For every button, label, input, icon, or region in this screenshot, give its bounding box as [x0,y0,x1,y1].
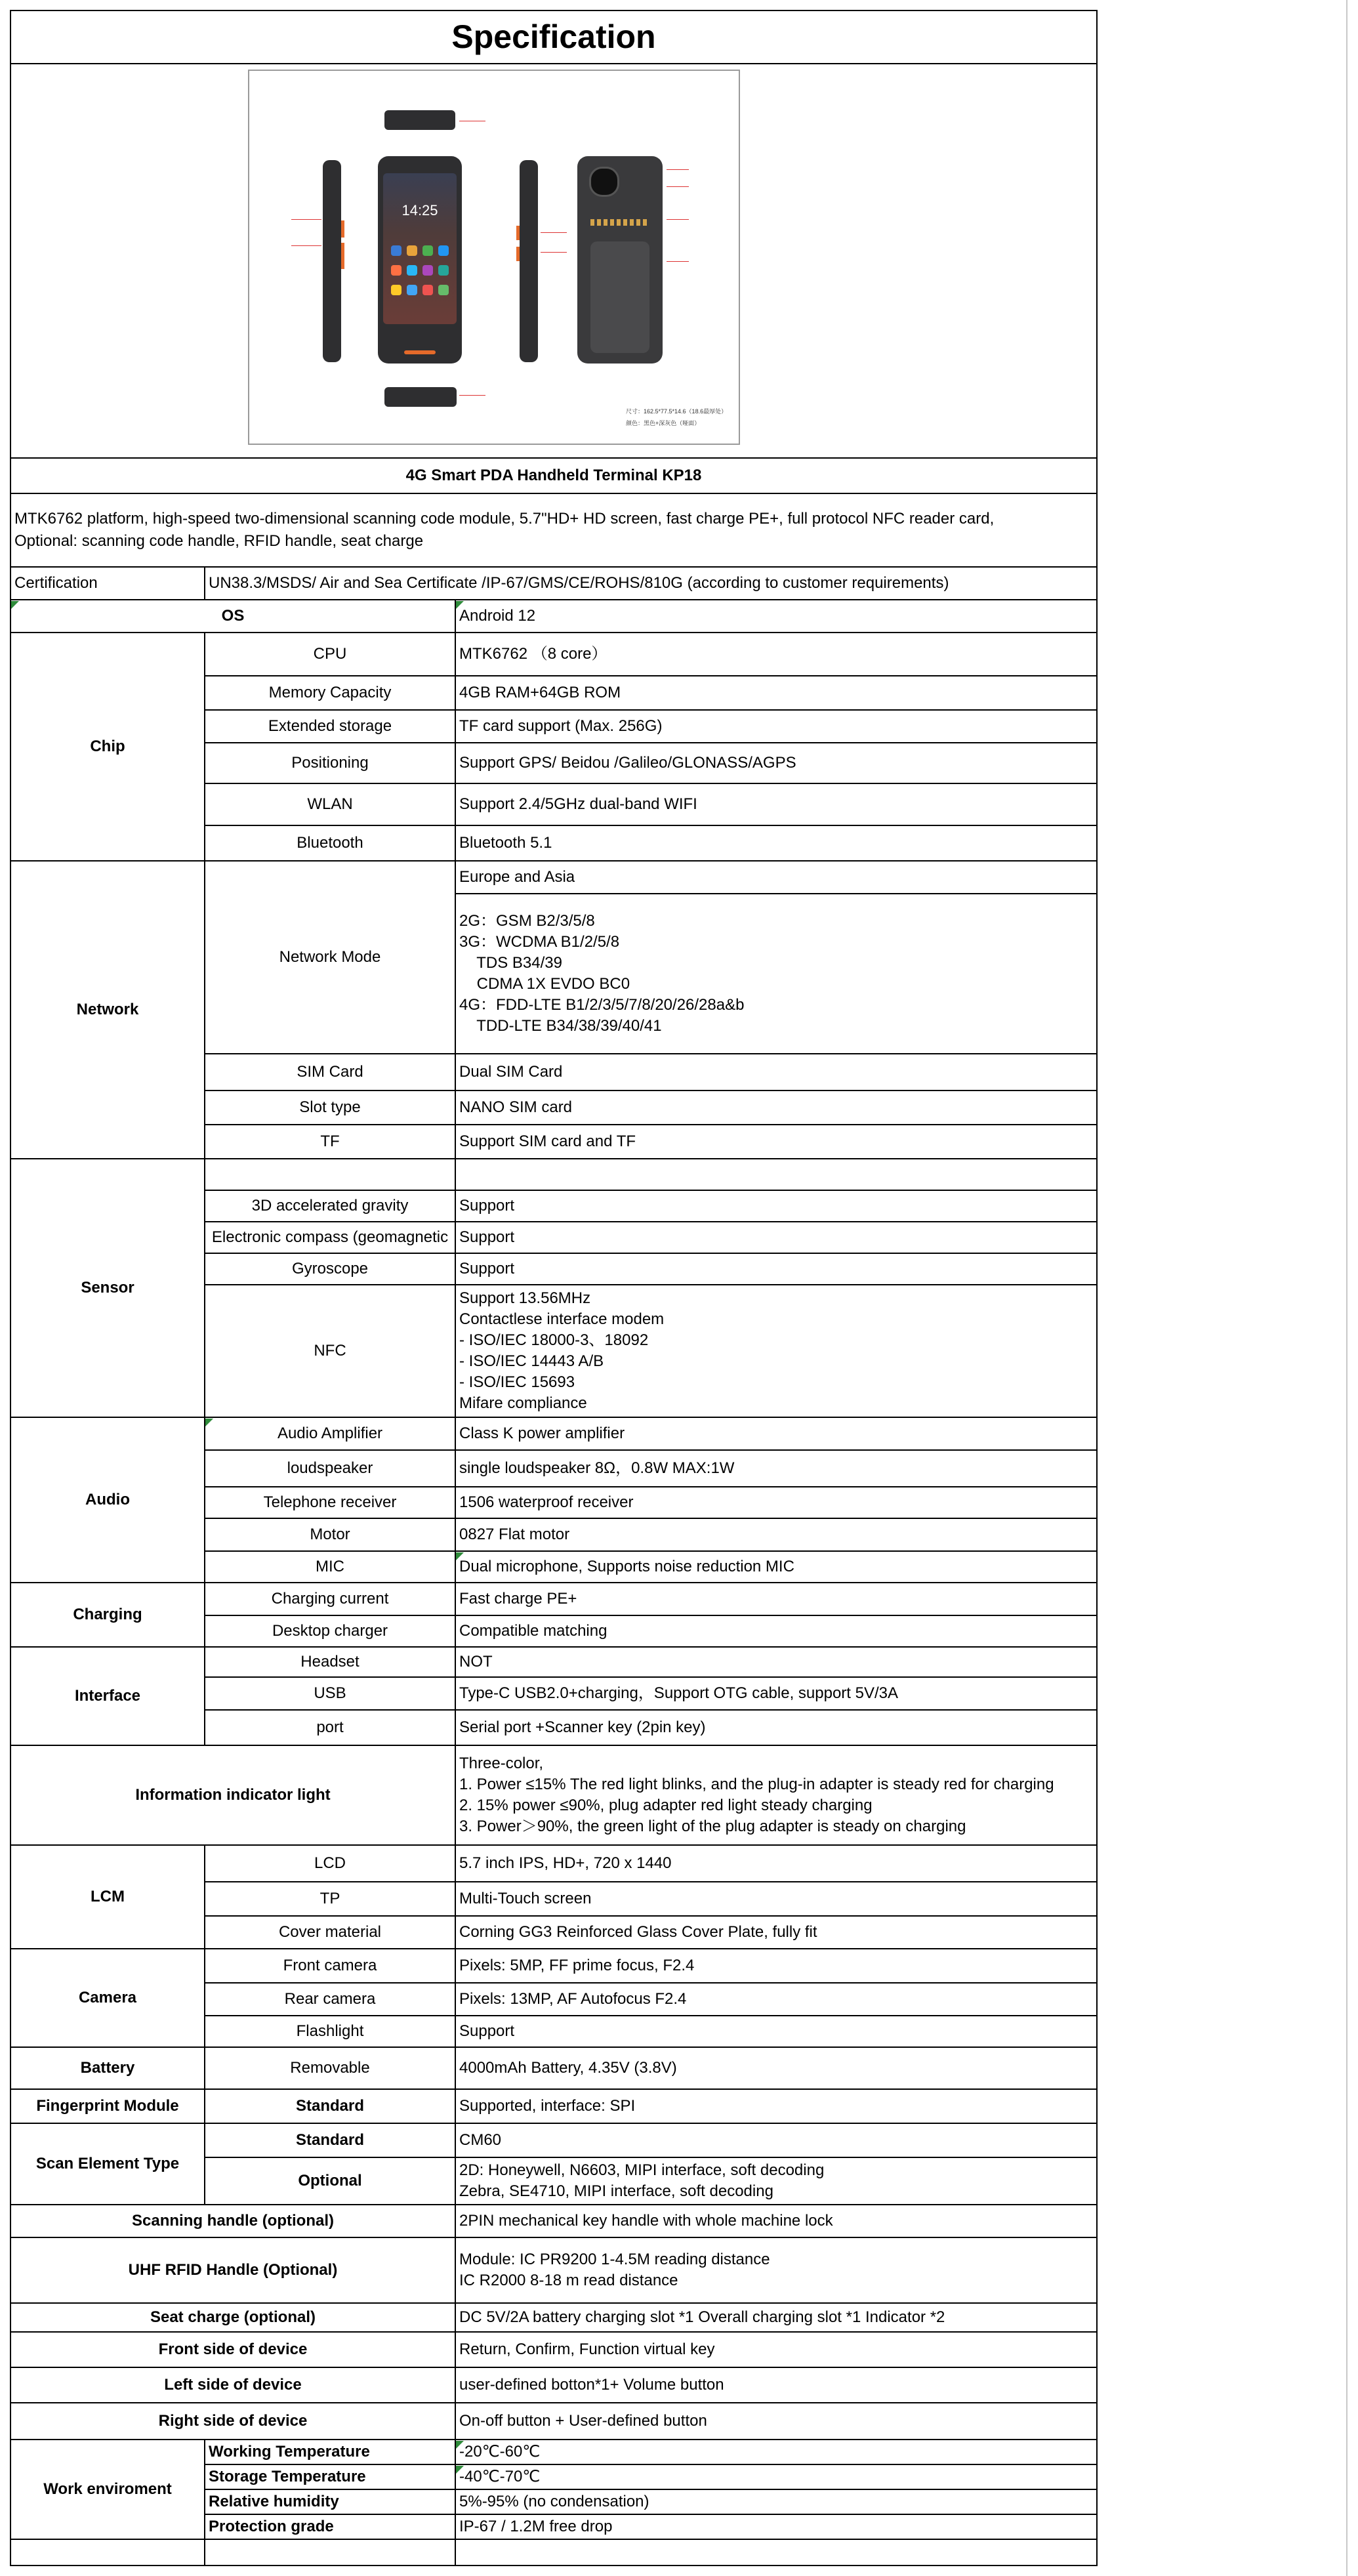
spec-value: Class K power amplifier [459,1424,625,1442]
spec-value: Pixels: 5MP, FF prime focus, F2.4 [459,1957,695,1974]
table-border [204,1518,1098,1519]
app-icon [407,245,417,256]
table-border [10,566,1098,568]
product-name: 4G Smart PDA Handheld Terminal KP18 [405,467,702,484]
cell-marker-icon [456,2466,464,2474]
device-top-view [384,110,455,130]
app-icon [438,265,449,276]
callout-line [459,395,485,396]
app-icon [438,285,449,295]
spec-value: 2D: Honeywell, N6603, MIPI interface, soft decoding Zebra, SE4710, MIPI interface, soft decoding [459,2161,825,2200]
left-side-label: Left side of device [164,2376,302,2394]
app-icon [438,245,449,256]
nfc-label: NFC [314,1342,346,1360]
network-region-value: Europe and Asia [459,868,575,886]
spec-label: CPU [313,645,347,663]
table-border [10,2565,1098,2566]
spec-value: Dual SIM Card [459,1063,563,1081]
cell-marker-icon [456,1552,464,1560]
work-group-label: Work enviroment [43,2480,172,2498]
spec-value: 4GB RAM+64GB ROM [459,684,621,701]
table-border [204,1253,1098,1254]
spec-value: -40℃-70℃ [459,2468,541,2485]
spec-label: Optional [298,2172,362,2190]
spec-label: Storage Temperature [209,2468,366,2485]
table-border [204,1676,1098,1678]
spec-label: Telephone receiver [263,1493,397,1511]
table-border [10,2237,1098,2238]
table-border [204,2464,1098,2465]
table-border [204,2440,205,2566]
spec-value: Support 2.4/5GHz dual-band WIFI [459,795,697,813]
table-border [204,1190,1098,1191]
table-border [10,2302,1098,2304]
table-border [204,783,1098,784]
pogo-pins-icon [590,219,649,226]
cell-marker-icon [11,601,19,609]
spec-label: Protection grade [209,2518,334,2535]
table-border [10,2088,1098,2090]
spec-label: loudspeaker [287,1459,373,1477]
spec-value: IP-67 / 1.2M free drop [459,2518,613,2535]
spec-label: TF [320,1132,340,1150]
table-border [204,567,205,600]
product-summary: MTK6762 platform, high-speed two-dimensional scanning code module, 5.7"HD+ HD screen, fast charge PE+, full protocol NFC reader card, Optional: scanning code handle, RFID handle, seat charge [14,510,995,550]
table-border [204,709,1098,711]
spec-value: Compatible matching [459,1622,607,1640]
app-icon [422,265,433,276]
table-border [10,2331,1098,2333]
table-border [204,1449,1098,1451]
seat-charge-value: DC 5V/2A battery charging slot *1 Overall charging slot *1 Indicator *2 [459,2308,945,2326]
screen-clock: 14:25 [401,202,438,218]
table-border [10,1158,1098,1159]
table-border [10,2046,1098,2048]
spec-value: 1506 waterproof receiver [459,1493,634,1511]
cell-marker-icon [205,1419,213,1426]
table-border [10,2367,1098,2368]
spec-value: TF card support (Max. 256G) [459,717,663,735]
app-icon [407,285,417,295]
app-icon [422,245,433,256]
table-border [204,742,1098,743]
spec-value: Serial port +Scanner key (2pin key) [459,1718,706,1736]
spec-label: Gyroscope [291,1260,369,1278]
spec-label: Desktop charger [272,1622,388,1640]
spec-value: 4000mAh Battery, 4.35V (3.8V) [459,2059,677,2077]
spec-value: MTK6762 （8 core） [459,645,607,663]
spec-value: NOT [459,1653,493,1671]
table-border [204,1090,1098,1091]
spec-label: Electronic compass (geomagnetic [211,1228,449,1246]
table-border [10,2539,1098,2540]
spec-label: Extended storage [268,717,392,735]
spec-label: Audio Amplifier [277,1424,383,1442]
table-border [10,1844,1098,1846]
spec-value: Dual microphone, Supports noise reduction MIC [459,1558,794,1575]
table-border [10,632,1098,633]
seat-charge-label: Seat charge (optional) [150,2308,316,2326]
spec-value: single loudspeaker 8Ω，0.8W MAX:1W [459,1459,735,1477]
callout-line [667,261,689,262]
table-border [204,1284,1098,1285]
os-label: OS [221,607,245,625]
network-mode-label: Network Mode [279,948,381,966]
chip-group-label: Chip [90,737,125,755]
table-border [10,2439,1098,2440]
uhf-label: UHF RFID Handle (Optional) [128,2261,338,2279]
table-border [10,10,11,2566]
spec-value: -20℃-60℃ [459,2443,541,2461]
fingerprint-group-label: Fingerprint Module [36,2097,179,2115]
spec-label: Flashlight [296,2022,364,2040]
table-border [455,893,1098,894]
table-border [204,1982,1098,1984]
battery-cover [590,241,649,353]
table-border [10,63,1098,64]
right-side-value: On-off button + User-defined button [459,2412,707,2430]
spec-label: port [316,1718,344,1736]
app-icon [407,265,417,276]
table-border [10,1745,1098,1746]
table-border [10,2123,1098,2124]
spec-value: 0827 Flat motor [459,1526,570,1543]
spec-value: Bluetooth 5.1 [459,834,552,852]
table-border [204,1709,1098,1711]
spec-label: Motor [310,1526,350,1543]
app-icon [391,245,401,256]
table-border [10,493,1098,494]
color-note-line: 颜色：黑色+深灰色（哑面） [626,420,701,426]
spec-label: Relative humidity [209,2493,339,2510]
spec-value: Support SIM card and TF [459,1132,636,1150]
spec-value: Support [459,1260,515,1278]
table-border [204,1915,1098,1917]
custom-button-icon [516,247,520,261]
device-front [378,156,462,364]
spec-label: Slot type [299,1098,361,1116]
audio-group-label: Audio [85,1491,130,1508]
uhf-value: Module: IC PR9200 1-4.5M reading distance IC R2000 8-18 m read distance [459,2251,770,2289]
spec-label: Positioning [291,754,369,772]
device-left-side [323,160,341,362]
spec-value: 5%-95% (no condensation) [459,2493,649,2510]
table-border [204,2514,1098,2515]
table-border [10,1582,1098,1583]
grid-line [1346,0,1348,2576]
table-border [204,675,1098,676]
spec-label: WLAN [307,795,353,813]
front-side-value: Return, Confirm, Function virtual key [459,2340,715,2358]
table-border [10,2402,1098,2403]
table-border [10,860,1098,862]
table-border [204,1053,1098,1054]
network-group-label: Network [76,1001,139,1018]
spec-value: CM60 [459,2131,502,2149]
table-border [204,1845,205,2205]
table-border [204,633,205,1745]
spec-label: TP [319,1890,340,1907]
left-side-value: user-defined botton*1+ Volume button [459,2376,724,2394]
device-right-side [520,160,538,362]
callout-line [667,219,689,220]
table-border [10,10,1098,11]
interface-group-label: Interface [74,1687,141,1705]
spec-value: Type-C USB2.0+charging，Support OTG cable, support 5V/3A [459,1684,899,1702]
callout-line [667,186,689,187]
battery-group-label: Battery [80,2059,135,2077]
spec-value: Support [459,2022,515,2040]
app-icon [391,285,401,295]
device-screen [383,173,457,324]
camera-group-label: Camera [78,1989,137,2006]
spec-value: Support GPS/ Beidou /Galileo/GLONASS/AGPS [459,754,796,772]
spec-label: Standard [295,2097,364,2115]
spec-label: SIM Card [297,1063,363,1081]
spec-value: Fast charge PE+ [459,1590,577,1608]
spec-value: Corning GG3 Reinforced Glass Cover Plate, fully fit [459,1923,817,1941]
spec-label: Front camera [283,1957,377,1974]
dimension-note-line: 尺寸：162.5*77.5*14.6（18.6最厚处） [626,408,728,415]
spec-label: USB [314,1684,346,1702]
app-icon [391,265,401,276]
spec-label: LCD [314,1854,346,1872]
table-border [204,1221,1098,1222]
table-border [204,1124,1098,1125]
certification-value: UN38.3/MSDS/ Air and Sea Certificate /IP-67/GMS/CE/ROHS/810G (according to customer requirements) [209,574,949,592]
dimension-note [626,405,727,429]
spec-value: Supported, interface: SPI [459,2097,636,2115]
table-border [204,1881,1098,1882]
app-icon [422,285,433,295]
scan-group-label: Scan Element Type [35,2155,180,2172]
table-border [1096,10,1098,2566]
callout-line [667,169,689,170]
indicator-value: Three-color, 1. Power ≤15% The red light blinks, and the plug-in adapter is steady red for charging 2. 15% power ≤90%, plug adapter red light steady charging 3. Power＞90%, the green light of the plug adapter is steady on charging [459,1755,1054,1835]
lcm-group-label: LCM [91,1888,125,1905]
spec-label: Cover material [278,1923,382,1941]
spec-label: Bluetooth [297,834,363,852]
table-border [204,1550,1098,1552]
scanning-handle-label: Scanning handle (optional) [132,2212,334,2230]
spec-value: Support [459,1197,515,1215]
spec-value: Pixels: 13MP, AF Autofocus F2.4 [459,1990,687,2008]
table-border [10,1948,1098,1949]
charging-group-label: Charging [73,1606,142,1623]
spec-label: Rear camera [284,1990,376,2008]
table-border [204,1615,1098,1616]
volume-button-icon [341,243,344,269]
device-bottom-view [384,387,457,407]
table-border [10,2204,1098,2205]
table-border [204,825,1098,826]
sensor-group-label: Sensor [81,1279,134,1297]
spec-label: 3D accelerated gravity [251,1197,409,1215]
spec-label: Charging current [271,1590,389,1608]
spec-value: 5.7 inch IPS, HD+, 720 x 1440 [459,1854,672,1872]
callout-line [291,245,321,246]
table-border [10,1646,1098,1648]
product-image [248,70,740,445]
side-button-icon [341,220,344,238]
scanning-handle-value: 2PIN mechanical key handle with whole machine lock [459,2212,833,2230]
power-button-icon [516,226,520,240]
spec-label: MIC [316,1558,344,1575]
spec-label: Working Temperature [209,2443,370,2461]
accent-strip-icon [404,350,436,354]
table-border [204,1486,1098,1487]
callout-line [291,219,321,220]
callout-line [541,252,567,253]
spec-value: Support [459,1228,515,1246]
network-mode-value: 2G：GSM B2/3/5/8 3G：WCDMA B1/2/5/8 TDS B34/39 CDMA 1X EVDO BC0 4G：FDD-LTE B1/2/3/5/7/8/20/26/28a&b TDD-LTE B34/38/39/40/41 [459,912,745,1035]
front-side-label: Front side of device [158,2340,308,2358]
cell-marker-icon [456,601,464,609]
spec-value: Multi-Touch screen [459,1890,592,1907]
right-side-label: Right side of device [158,2412,308,2430]
spec-label: Removable [290,2059,370,2077]
callout-line [541,232,567,233]
os-value: Android 12 [459,607,536,625]
spec-label: Standard [295,2131,364,2149]
cell-marker-icon [456,2441,464,2449]
spec-label: Memory Capacity [268,684,392,701]
certification-label: Certification [14,574,98,592]
page-title: Specification [451,18,656,55]
spec-value: NANO SIM card [459,1098,573,1116]
spec-label: Headset [300,1653,360,1671]
table-border [10,1417,1098,1418]
camera-icon [589,167,619,197]
nfc-value: Support 13.56MHz Contactlese interface modem - ISO/IEC 18000-3、18092 - ISO/IEC 14443 A/B - ISO/IEC 15693 Mifare compliance [459,1289,665,1412]
indicator-label: Information indicator light [135,1786,331,1804]
table-border [10,599,1098,600]
table-border [10,457,1098,459]
table-border [204,2015,1098,2016]
device-back [577,156,663,364]
table-border [204,2489,1098,2490]
table-border [204,2157,1098,2158]
